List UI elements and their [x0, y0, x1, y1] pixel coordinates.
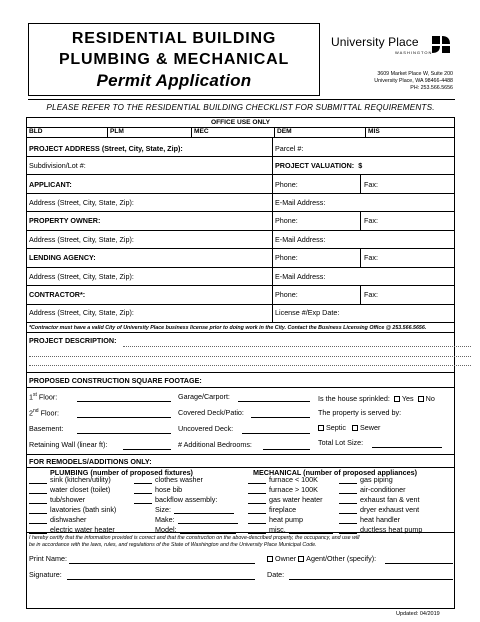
signature-label[interactable]: Signature: [29, 570, 62, 579]
divider [27, 285, 454, 286]
plumbing-item-3-label: tub/shower [50, 495, 86, 504]
office-use-title: OFFICE USE ONLY [210, 119, 271, 126]
mech-item-6-count-field[interactable] [248, 526, 266, 534]
plumbing-item-1-label: sink (kitchen/utility) [50, 475, 111, 484]
lender-fax-label[interactable]: Fax: [364, 253, 378, 262]
plumbing-item-6-count-field[interactable] [29, 526, 47, 534]
backflow-field-1[interactable] [155, 506, 234, 514]
print-name-field[interactable] [69, 556, 255, 564]
sprinkled-no-checkbox[interactable] [418, 396, 424, 402]
backflow-field-2-value-field[interactable] [178, 516, 238, 524]
subdivision-label[interactable]: Subdivision/Lot #: [29, 161, 86, 170]
divider [27, 532, 454, 533]
divider [27, 332, 454, 333]
garage-label[interactable]: Garage/Carport: [178, 392, 230, 401]
bedrooms-field[interactable] [263, 442, 310, 450]
divider [27, 304, 454, 305]
office-mis: MIS [368, 128, 380, 135]
description-line-3[interactable] [29, 365, 471, 366]
mech-extra-1-count-field[interactable] [339, 476, 357, 484]
backflow-field-1-value-field[interactable] [174, 506, 234, 514]
floor2-label[interactable] [29, 409, 59, 418]
address-line-1: 3609 Market Place W, Suite 200 [377, 71, 453, 77]
divider [272, 304, 273, 322]
divider [27, 137, 454, 138]
retaining-field[interactable] [123, 442, 171, 450]
divider [191, 127, 192, 137]
mech-item-4[interactable] [248, 506, 296, 514]
lender-address-label[interactable]: Address (Street, City, State, Zip): [29, 272, 134, 281]
plumbing-item-1[interactable] [29, 476, 111, 484]
valuation-text: PROJECT VALUATION: [275, 161, 355, 170]
lender-phone-label[interactable]: Phone: [275, 253, 298, 262]
divider [27, 211, 454, 212]
plumbing-item-5-count-field[interactable] [29, 516, 47, 524]
owner-phone-label[interactable]: Phone: [275, 216, 298, 225]
role-row [267, 555, 376, 563]
divider [365, 127, 366, 137]
applicant-label[interactable]: APPLICANT: [29, 180, 72, 189]
signature-field[interactable] [67, 572, 255, 580]
plumbing-extra-2-label: hose bib [155, 485, 183, 494]
updated-date: Updated: 04/2019 [396, 611, 440, 617]
owner-address-label[interactable]: Address (Street, City, State, Zip): [29, 235, 134, 244]
sewer-text: Sewer [359, 423, 381, 432]
plumbing-item-6[interactable] [29, 526, 115, 534]
divider [272, 138, 273, 308]
yes-text: Yes [401, 394, 414, 403]
divider [27, 322, 454, 323]
plumbing-item-3[interactable] [29, 496, 85, 504]
backflow-field-2[interactable] [155, 516, 238, 524]
divider [360, 212, 361, 230]
service-row [318, 424, 380, 432]
mech-extra-4-label: dryer exhaust vent [360, 505, 420, 514]
sprinkled-label: Is the house sprinkled: [318, 394, 390, 403]
mech-item-6[interactable] [248, 526, 333, 534]
address-line-2: University Place, WA 98466-4488 [374, 78, 453, 85]
plumbing-extra-1[interactable] [134, 476, 203, 484]
plumbing-item-4-label: lavatories (bath sink) [50, 505, 117, 514]
title-line-2: PLUMBING & MECHANICAL [58, 51, 290, 68]
agent-text: Agent/Other (specify): [306, 554, 377, 563]
plumbing-item-4[interactable] [29, 506, 116, 514]
covered-label[interactable]: Covered Deck/Patio: [178, 408, 244, 417]
uncovered-label[interactable]: Uncovered Deck: [178, 424, 234, 433]
mech-extra-3-count-field[interactable] [339, 496, 357, 504]
garage-field[interactable] [238, 394, 310, 402]
project-address-label[interactable]: PROJECT ADDRESS (Street, City, State, Zip): [29, 144, 183, 153]
date-field[interactable] [289, 572, 453, 580]
plumbing-item-1-count-field[interactable] [29, 476, 47, 484]
owner-label[interactable]: PROPERTY OWNER: [29, 216, 101, 225]
title-line-3: Permit Application [96, 71, 252, 90]
mechanical-title: MECHANICAL (number of proposed appliances) [253, 468, 417, 477]
mech-extra-2-count-field[interactable] [339, 486, 357, 494]
divider [27, 372, 454, 373]
submittal-notice: PLEASE REFER TO THE RESIDENTIAL BUILDING CHECKLIST FOR SUBMITTAL REQUIREMENTS. [46, 103, 435, 112]
lender-email-label[interactable]: E-Mail Address: [275, 272, 326, 281]
remodels-title: FOR REMODELS/ADDITIONS ONLY: [29, 457, 152, 466]
floor1-text: Floor: [38, 392, 58, 402]
floor1-field[interactable] [77, 394, 171, 402]
owner-checkbox[interactable] [267, 556, 273, 562]
backflow-field-3-value-field[interactable] [180, 526, 236, 534]
plumbing-item-2-count-field[interactable] [29, 486, 47, 494]
floor2-num: 2 [29, 408, 33, 418]
floor2-sup: nd [33, 408, 39, 414]
plumbing-item-5[interactable] [29, 516, 86, 524]
office-bld: BLD [29, 128, 43, 135]
divider [360, 175, 361, 193]
mech-item-6-label: misc. [269, 525, 286, 534]
mech-extra-1-label: gas piping [360, 475, 393, 484]
served-label: The property is served by: [318, 408, 402, 417]
plumbing-extra-3-label: backflow assembly: [155, 495, 218, 504]
sprinkled-row [318, 395, 435, 403]
lender-label[interactable]: LENDING AGENCY: [29, 253, 96, 262]
agent-specify-field[interactable] [385, 556, 453, 564]
plumbing-title: PLUMBING (number of proposed fixtures) [50, 468, 193, 477]
mech-item-5[interactable] [248, 516, 303, 524]
description-label[interactable]: PROJECT DESCRIPTION: [29, 336, 117, 345]
mech-item-5-label: heat pump [269, 515, 303, 524]
contractor-label[interactable]: CONTRACTOR*: [29, 290, 86, 299]
plumbing-item-6-label: electric water heater [50, 525, 115, 534]
mech-extra-6-count-field[interactable] [339, 526, 357, 534]
mech-extra-2[interactable] [339, 486, 406, 494]
owner-email-label[interactable]: E-Mail Address: [275, 235, 326, 244]
plumbing-item-3-count-field[interactable] [29, 496, 47, 504]
mech-item-3-count-field[interactable] [248, 496, 266, 504]
owner-text: Owner [275, 554, 297, 563]
mech-extra-3-label: exhaust fan & vent [360, 495, 420, 504]
divider [27, 267, 454, 268]
mech-item-1-label: furnace < 100K [269, 475, 318, 484]
contractor-note: *Contractor must have a valid City of University Place business license prior to doing work in the City. Contact the Business Licensing Office @ 253.566.5656. [29, 325, 427, 331]
parcel-label[interactable]: Parcel #: [275, 144, 304, 153]
plumbing-extra-2-count-field[interactable] [134, 486, 152, 494]
plumbing-extra-1-count-field[interactable] [134, 476, 152, 484]
divider [27, 193, 454, 194]
certify-text-2: be in accordance with the laws, rules, and regulations of the State of Washington and the University Place Municipal Code. [29, 542, 317, 548]
backflow-field-2-label: Make: [155, 515, 175, 524]
divider [27, 230, 454, 231]
plumbing-item-4-count-field[interactable] [29, 506, 47, 514]
mech-extra-6-label: ductless heat pump [360, 525, 423, 534]
mech-extra-1[interactable] [339, 476, 393, 484]
contractor-fax-label[interactable]: Fax: [364, 290, 378, 299]
date-label[interactable]: Date: [267, 570, 285, 579]
sprinkled-yes-checkbox[interactable] [394, 396, 400, 402]
mech-item-6-value-field[interactable] [289, 526, 333, 534]
divider [27, 387, 454, 388]
backflow-field-1-label: Size: [155, 505, 171, 514]
header-divider [28, 99, 455, 100]
mech-extra-4[interactable] [339, 506, 419, 514]
applicant-email-label[interactable]: E-Mail Address: [275, 198, 326, 207]
city-logo [329, 34, 454, 66]
print-name-label[interactable]: Print Name: [29, 554, 67, 563]
agent-checkbox[interactable] [298, 556, 304, 562]
owner-fax-label[interactable]: Fax: [364, 216, 378, 225]
mech-extra-6[interactable] [339, 526, 422, 534]
mech-item-4-count-field[interactable] [248, 506, 266, 514]
description-line-1[interactable] [123, 346, 471, 347]
sewer-checkbox[interactable] [352, 425, 358, 431]
mech-extra-3[interactable] [339, 496, 420, 504]
mech-item-1[interactable] [248, 476, 318, 484]
uncovered-field[interactable] [242, 426, 310, 434]
floor1-num: 1 [29, 392, 33, 402]
mech-item-5-count-field[interactable] [248, 516, 266, 524]
lot-label[interactable]: Total Lot Size: [318, 438, 364, 447]
plumbing-extra-3-count-field[interactable] [134, 496, 152, 504]
phone-line: PH: 253.566.5656 [410, 85, 453, 92]
permit-form [26, 117, 455, 609]
applicant-address-label[interactable]: Address (Street, City, State, Zip): [29, 198, 134, 207]
mech-extra-2-label: air-conditioner [360, 485, 406, 494]
contractor-address-label[interactable]: Address (Street, City, State, Zip): [29, 308, 134, 317]
logo-sub: WASHINGTON [395, 50, 433, 55]
backflow-field-3-label: Model: [155, 525, 177, 534]
mech-extra-4-count-field[interactable] [339, 506, 357, 514]
logo-name: University Place [331, 35, 419, 49]
divider [27, 174, 454, 175]
covered-field[interactable] [251, 410, 310, 418]
valuation-currency: $ [358, 161, 363, 170]
mech-item-1-count-field[interactable] [248, 476, 266, 484]
office-plm: PLM [110, 128, 124, 135]
plumbing-extra-1-label: clothes washer [155, 475, 203, 484]
divider [27, 127, 454, 128]
mech-item-2-label: furnace > 100K [269, 485, 318, 494]
contractor-phone-label[interactable]: Phone: [275, 290, 298, 299]
divider [107, 127, 108, 137]
bedrooms-label[interactable]: # Additional Bedrooms: [178, 440, 252, 449]
license-label[interactable]: License #/Exp Date: [275, 308, 340, 317]
sqft-title: PROPOSED CONSTRUCTION SQUARE FOOTAGE: [29, 376, 202, 385]
no-text: No [425, 394, 435, 403]
basement-label[interactable]: Basement: [29, 424, 64, 433]
mech-extra-5-count-field[interactable] [339, 516, 357, 524]
mech-extra-5[interactable] [339, 516, 400, 524]
plumbing-item-2[interactable] [29, 486, 110, 494]
divider [360, 286, 361, 304]
divider [360, 249, 361, 267]
mech-item-2-count-field[interactable] [248, 486, 266, 494]
description-line-2[interactable] [29, 356, 471, 357]
plumbing-extra-2[interactable] [134, 486, 182, 494]
title-box [28, 23, 320, 96]
city-address [340, 71, 453, 92]
floor2-text: Floor: [40, 408, 59, 418]
mech-item-3[interactable] [248, 496, 323, 504]
leaf-icon [430, 34, 452, 54]
applicant-phone-label[interactable]: Phone: [275, 180, 298, 189]
floor2-field[interactable] [77, 410, 171, 418]
certify-text-1: I hereby certify that the information provided is correct and that the construction on the above-described property, the occupancy, and use will [29, 535, 360, 541]
basement-field[interactable] [77, 426, 171, 434]
mech-item-4-label: fireplace [269, 505, 297, 514]
lot-field[interactable] [372, 440, 442, 448]
mech-item-3-label: gas water heater [269, 495, 323, 504]
divider [27, 156, 454, 157]
divider [27, 248, 454, 249]
office-mec: MEC [194, 128, 209, 135]
mech-item-2[interactable] [248, 486, 318, 494]
plumbing-item-5-label: dishwasher [50, 515, 87, 524]
valuation-label[interactable] [275, 162, 362, 170]
mech-extra-5-label: heat handler [360, 515, 400, 524]
applicant-fax-label[interactable]: Fax: [364, 180, 378, 189]
divider [27, 454, 454, 455]
septic-checkbox[interactable] [318, 425, 324, 431]
retaining-label[interactable]: Retaining Wall (linear ft): [29, 440, 108, 449]
floor1-label[interactable] [29, 393, 57, 402]
title-line-1: RESIDENTIAL BUILDING [71, 30, 277, 47]
plumbing-extra-3[interactable] [134, 496, 217, 504]
septic-text: Septic [326, 423, 346, 432]
backflow-field-3[interactable] [155, 526, 236, 534]
floor1-sup: st [33, 392, 37, 398]
plumbing-item-2-label: water closet (toilet) [50, 485, 111, 494]
office-dem: DEM [277, 128, 292, 135]
divider [274, 127, 275, 137]
